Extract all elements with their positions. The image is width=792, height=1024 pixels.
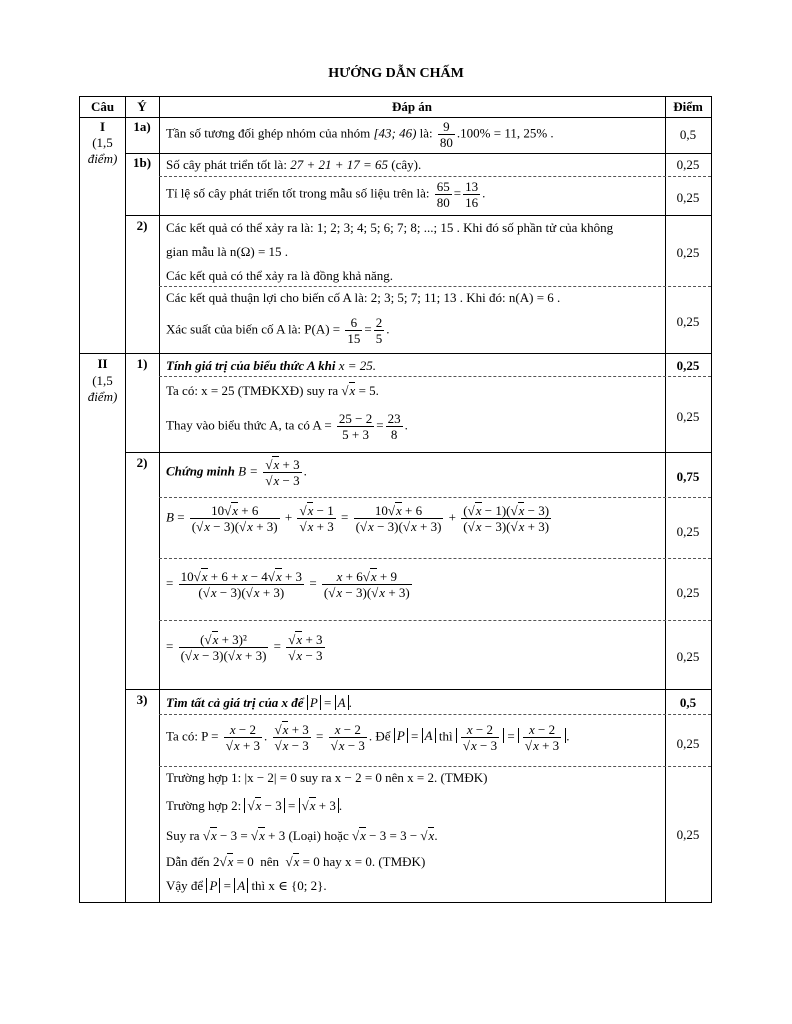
header-dap-an: Đáp án: [391, 99, 433, 114]
answer-II3-line4: Dẫn đến 2√x = 0 nên √x = 0 hay x = 0. (TMĐK): [166, 854, 426, 869]
header-diem: Điểm: [673, 99, 703, 114]
score: 0,25: [676, 314, 700, 329]
part-label: 1): [136, 356, 148, 371]
row-line: [159, 766, 711, 767]
answer-1b-1: Số cây phát triển tốt là: 27 + 21 + 17 = 65 (cây).: [166, 157, 422, 172]
header-y: Ý: [137, 99, 147, 114]
answer-II1-head: Tính giá trị của biểu thức A khi x = 25.: [166, 358, 377, 373]
score: 0,25: [676, 358, 700, 373]
answer-II3-line3: Suy ra √x − 3 = √x + 3 (Loại) hoặc √x − 3 = 3 − √x.: [166, 828, 438, 843]
part-label: 3): [136, 692, 148, 707]
answer-2-line1: Các kết quả có thể xảy ra là: 1; 2; 3; 4; 5; 6; 7; 8; ...; 15 . Khi đó số phần tử của không: [166, 220, 614, 235]
grading-table: [79, 96, 712, 903]
col-divider: [665, 97, 666, 902]
answer-2-line3: Các kết quả có thể xảy ra là đồng khả năng.: [166, 268, 394, 283]
score: 0,75: [676, 469, 700, 484]
row-line: [159, 176, 711, 177]
answer-II2-head: Chứng minh B = $\frac{√x + 3}{√x - 3}$ .: [166, 457, 307, 488]
section-unit: điểm): [87, 151, 118, 166]
answer-II3-case1: Trường hợp 1: |x − 2| = 0 suy ra x − 2 = 0 nên x = 2. (TMĐK): [166, 770, 488, 785]
row-line: [80, 353, 711, 354]
score: 0,5: [679, 695, 697, 710]
section-unit: điểm): [87, 389, 118, 404]
answer-II3-line1: Ta có: P = $\frac{x - 2}{√x + 3}$ . $\frac{√x + 3}{√x - 3}$ = $\frac{x - 2}{√x - 3}$ . Để P = A thì $\frac{x - 2}{√x - 3}$ = $\frac{x - 2}{√x + 3}$ .: [166, 722, 570, 753]
score: 0,25: [676, 585, 700, 600]
page-title: HƯỚNG DẪN CHẤM: [328, 66, 464, 81]
answer-II1-line1: Ta có: x = 25 (TMĐKXĐ) suy ra √x = 5.: [166, 383, 379, 398]
part-label: 2): [136, 218, 148, 233]
section-points: (1,5: [92, 135, 113, 150]
score: 0,25: [676, 190, 700, 205]
section-label: I: [99, 119, 106, 134]
score: 0,25: [676, 736, 700, 751]
answer-II3-line5: Vậy để P = A thì x ∈ {0; 2}.: [166, 878, 327, 893]
part-label: 2): [136, 455, 148, 470]
row-line: [159, 714, 711, 715]
score: 0,25: [676, 409, 700, 424]
answer-1b-2: Tỉ lệ số cây phát triển tốt trong mẫu số liệu trên là: $\frac{65}{80}$ = $\frac{13}{16}$ .: [166, 179, 486, 210]
answer-1a: Tần số tương đối ghép nhóm của nhóm [43; 46) là: $\frac{9}{80}$ .100% = 11, 25% .: [166, 119, 554, 150]
row-line: [159, 376, 711, 377]
answer-II2-step1: B = $\frac{10√x + 6}{(√x - 3)(√x + 3)}$ + $\frac{√x - 1}{√x + 3}$ = $\frac{10√x + 6}{(√x - 3)(√x + 3)}$ + $\frac{(√x - 1)(√x - 3)}{(√x - 3)(√x + 3)}$: [166, 503, 550, 534]
score: 0,25: [676, 827, 700, 842]
header-cau: Câu: [90, 99, 115, 114]
row-line: [80, 117, 711, 118]
answer-2-line2: gian mẫu là n(Ω) = 15 .: [166, 244, 289, 259]
row-line: [159, 620, 711, 621]
row-line: [125, 452, 711, 453]
part-label: 1a): [133, 119, 151, 134]
score: 0,25: [676, 649, 700, 664]
row-line: [159, 497, 711, 498]
score: 0,5: [679, 127, 697, 142]
answer-2-line4: Các kết quả thuận lợi cho biến cố A là: 2; 3; 5; 7; 11; 13 . Khi đó: n(A) = 6 .: [166, 290, 561, 305]
answer-II3-head: Tìm tất cả giá trị của x để P = A .: [166, 695, 352, 710]
fraction: $\frac{9}{80}$: [439, 119, 453, 150]
answer-II2-step2: = $\frac{10√x + 6 + x - 4√x + 3}{(√x - 3)(√x + 3)}$ = $\frac{x + 6√x + 9}{(√x - 3)(√x + 3)}$: [166, 569, 410, 600]
answer-II1-line2: Thay vào biểu thức A, ta có A = $\frac{25 - 2}{5 + 3}$ = $\frac{23}{8}$ .: [166, 411, 408, 442]
answer-2-line5: Xác suất của biến cố A là: P(A) = $\frac{6}{15}$ = $\frac{2}{5}$ .: [166, 315, 390, 346]
answer-II2-step3: = $\frac{\text{(√x + 3)²}}{(√x - 3)(√x + 3)}$ = $\frac{√x + 3}{√x - 3}$: [166, 632, 323, 663]
section-points: (1,5: [92, 373, 113, 388]
score: 0,25: [676, 245, 700, 260]
score: 0,25: [676, 157, 700, 172]
part-label: 1b): [132, 155, 152, 170]
row-line: [125, 215, 711, 216]
row-line: [125, 689, 711, 690]
row-line: [159, 286, 711, 287]
col-divider: [159, 97, 160, 902]
answer-II3-case2: Trường hợp 2: √x − 3 = √x + 3 .: [166, 798, 343, 813]
score: 0,25: [676, 524, 700, 539]
row-line: [159, 558, 711, 559]
section-label: II: [97, 356, 108, 371]
row-line: [125, 153, 711, 154]
